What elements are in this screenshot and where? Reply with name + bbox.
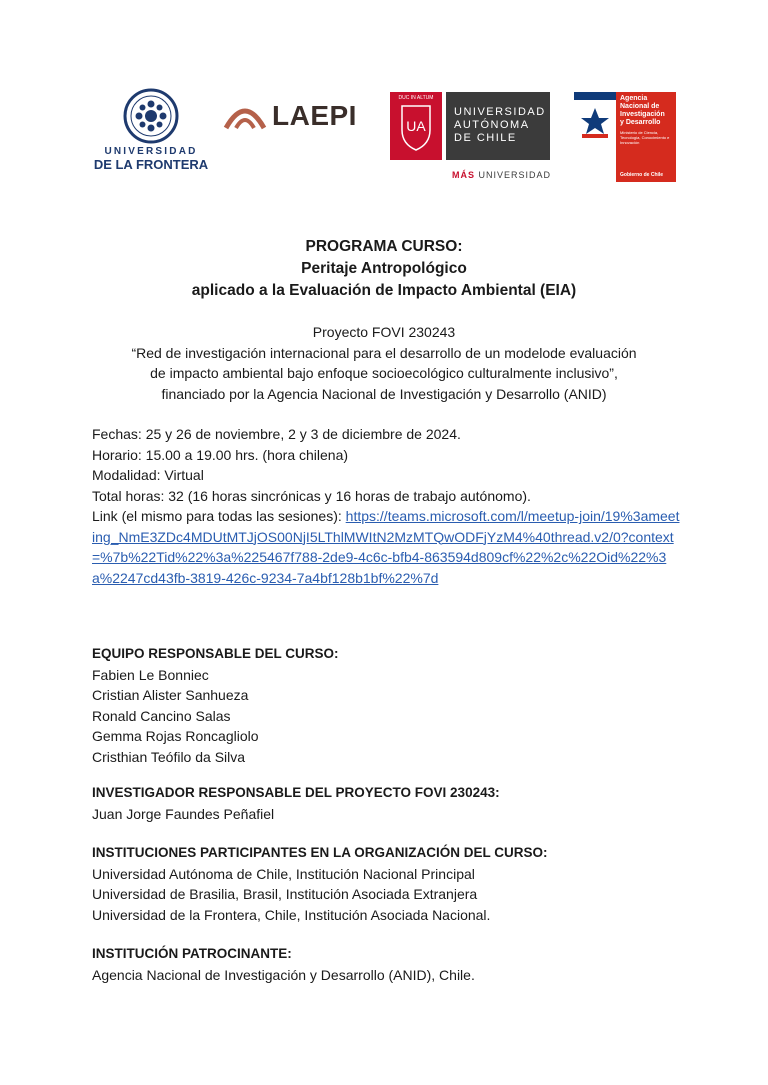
equipo-member: Cristhian Teófilo da Silva	[92, 748, 246, 765]
ua-logo-line3: DE CHILE	[454, 132, 517, 144]
detail-horario: Horario: 15.00 a 19.00 hrs. (hora chilena)	[92, 446, 349, 463]
anid-logo-line3: Investigación	[620, 111, 665, 118]
patrocinante-name: Agencia Nacional de Investigación y Desarrollo (ANID), Chile.	[92, 966, 475, 983]
patrocinante-section	[92, 944, 692, 985]
anid-logo-line2: Nacional de	[620, 103, 660, 110]
ua-logo-motto: DUC IN ALTUM	[398, 95, 434, 101]
project-code: Proyecto FOVI 230243	[312, 324, 456, 340]
institucion-item: Universidad Autónoma de Chile, Institución Nacional Principal	[92, 865, 475, 882]
project-line3: financiado por la Agencia Nacional de Investigación y Desarrollo (ANID)	[161, 385, 607, 402]
ua-logo-tagline-bold: MÁS	[452, 170, 475, 180]
project-line2: de impacto ambiental bajo enfoque socioecológico culturalmente inclusivo”,	[150, 365, 618, 381]
ua-logo-line1: UNIVERSIDAD	[454, 106, 546, 118]
detail-link	[92, 506, 682, 588]
laepi-logo-text: LAEPI	[272, 100, 357, 131]
equipo-member: Fabien Le Bonniec	[92, 666, 209, 683]
equipo-member: Cristian Alister Sanhueza	[92, 687, 249, 703]
ufro-logo	[92, 88, 210, 184]
detail-modalidad: Modalidad: Virtual	[92, 467, 204, 483]
anid-logo-line1: Agencia	[620, 95, 648, 102]
anid-logo	[574, 92, 676, 182]
page-title	[0, 236, 768, 302]
anid-logo-wordmark	[616, 92, 676, 182]
title-line2: Peritaje Antropológico	[301, 260, 467, 277]
anid-logo-crest	[574, 92, 616, 182]
title-line1: PROGRAMA CURSO:	[305, 238, 463, 255]
equipo-heading: EQUIPO RESPONSABLE DEL CURSO:	[92, 646, 339, 661]
ua-logo	[390, 92, 550, 182]
detail-fechas: Fechas: 25 y 26 de noviembre, 2 y 3 de diciembre de 2024.	[92, 426, 461, 442]
link-label: Link (el mismo para todas las sesiones):	[92, 508, 346, 524]
investigador-heading: INVESTIGADOR RESPONSABLE DEL PROYECTO FOVI 230243:	[92, 785, 500, 800]
project-line1: “Red de investigación internacional para el desarrollo de un modelode evaluación	[131, 344, 637, 361]
course-details	[92, 424, 682, 588]
ufro-logo-line1: UNIVERSIDAD	[104, 146, 198, 157]
detail-horas: Total horas: 32 (16 horas sincrónicas y 16 horas de trabajo autónomo).	[92, 487, 531, 504]
ua-logo-initials: UA	[406, 118, 426, 134]
instituciones-heading: INSTITUCIONES PARTICIPANTES EN LA ORGANIZACIÓN DEL CURSO:	[92, 845, 548, 860]
institucion-item: Universidad de Brasilia, Brasil, Institución Asociada Extranjera	[92, 886, 478, 902]
ua-logo-emblem	[390, 92, 442, 160]
anid-logo-line4: y Desarrollo	[620, 119, 661, 126]
chile-crest-icon	[574, 104, 616, 144]
investigador-section	[92, 783, 692, 824]
laepi-arc-icon	[222, 98, 268, 132]
anid-logo-ministry: Ministerio de Ciencia, Tecnología, Conocimiento e Innovación	[620, 130, 670, 145]
investigador-name: Juan Jorge Faundes Peñafiel	[92, 805, 275, 822]
title-line3: aplicado a la Evaluación de Impacto Ambiental (EIA)	[191, 282, 577, 299]
meeting-link[interactable]: https://teams.microsoft.com/l/meetup-join/19%3ameeting_NmE3ZDc4MDUtMTJjOS00NjI5LThlMWItN2MzMTQwODFjYzM4%40thread.v2/0?context=%7b%22Tid%22%3a%225467f788-2de9-4c6c-bfb4-863594d809cf%22%2c%22Oid%22%3a%2247cd43fb-3819-426c-9234-7a4bf128b1bf%22%7d	[92, 508, 680, 586]
ufro-logo-line2: DE LA FRONTERA	[93, 157, 209, 172]
anid-logo-gov: Gobierno de Chile	[620, 172, 664, 178]
logo-bar	[0, 88, 768, 188]
ua-logo-wordmark	[446, 92, 550, 160]
equipo-member: Ronald Cancino Salas	[92, 707, 231, 724]
institucion-item: Universidad de la Frontera, Chile, Institución Asociada Nacional.	[92, 906, 491, 923]
ua-logo-tagline-rest: UNIVERSIDAD	[475, 170, 552, 180]
ufro-seal-icon	[123, 88, 179, 144]
anid-logo-bluebar	[574, 92, 616, 100]
instituciones-section	[92, 843, 692, 925]
project-description	[80, 322, 688, 404]
laepi-logo	[222, 96, 362, 136]
anid-logo-text	[616, 92, 676, 127]
ua-logo-line2: AUTÓNOMA	[454, 119, 530, 131]
equipo-section	[92, 644, 692, 767]
equipo-member: Gemma Rojas Roncagliolo	[92, 728, 259, 744]
patrocinante-heading: INSTITUCIÓN PATROCINANTE:	[92, 946, 292, 961]
ua-logo-tagline	[452, 170, 551, 180]
